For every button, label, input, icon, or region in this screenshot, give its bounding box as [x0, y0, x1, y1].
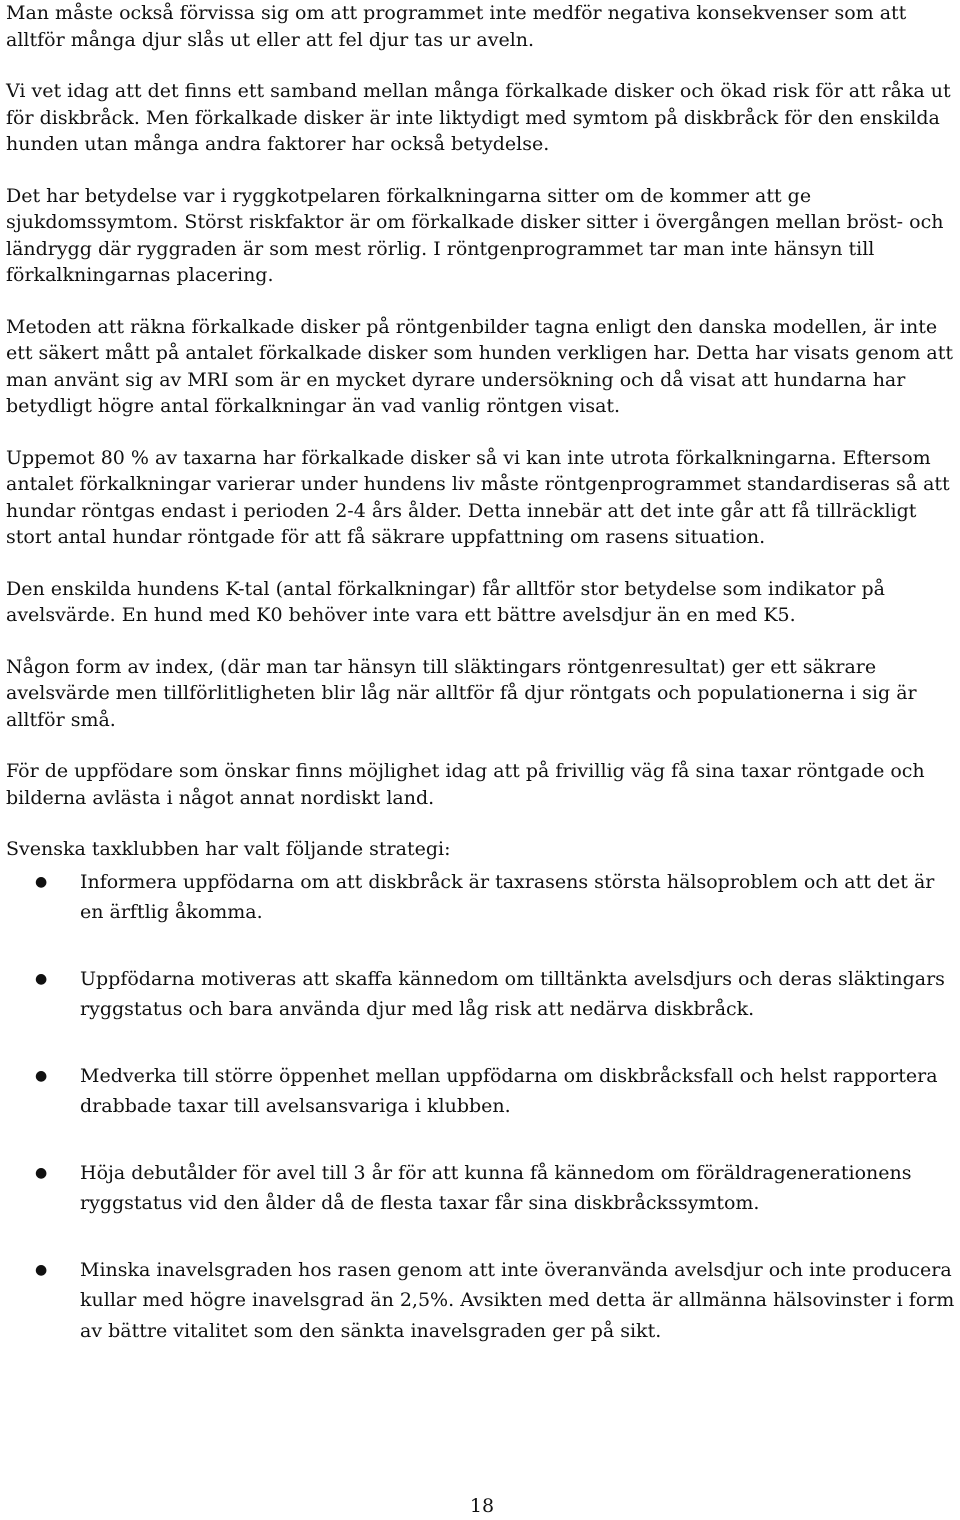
- strategy-item-motivate: [6, 964, 958, 1025]
- bullet-icon: ●: [35, 873, 48, 890]
- strategy-list: [6, 867, 958, 1347]
- page-number: 18: [469, 1495, 495, 1517]
- paragraph-voluntary-xray: För de uppfödare som önskar finns möjlighet idag att på frivillig väg få sina taxar röntgade och bilderna avlästa i något annat nordiskt land.: [6, 760, 925, 809]
- paragraph-location-significance: Det har betydelse var i ryggkotpelaren förkalkningarna sitter om de kommer att ge sjukdomssymtom. Störst riskfaktor är om förkalkade disker sitter i övergången mellan bröst- och ländrygg där ryggraden är som mest rörlig. I röntgenprogrammet tar man inte hänsyn till förkalkningarnas placering.: [6, 184, 944, 286]
- strategy-item-openness: [6, 1061, 958, 1122]
- paragraph-prevalence: Uppemot 80 % av taxarna har förkalkade disker så vi kan inte utrota förkalkningarna. Eftersom antalet förkalkningar varierar under hundens liv måste röntgenprogrammet standardiseras så att hundar röntgas endast i perioden 2-4 års ålder. Detta innebär att det inte går att få tillräckligt stort antal hundar röntgade för att få säkrare uppfattning om rasens situation.: [6, 446, 950, 548]
- strategy-item-inform: [6, 867, 958, 928]
- bullet-icon: ●: [35, 1067, 48, 1084]
- paragraph-index: Någon form av index, (där man tar hänsyn till släktingars röntgenresultat) ger ett säkrare avelsvärde men tillförlitligheten blir låg när alltför få djur röntgats och populationerna i sig är alltför små.: [6, 655, 917, 731]
- strategy-item-text: Minska inavelsgraden hos rasen genom att inte överanvända avelsdjur och inte producera kullar med högre inavelsgrad än 2,5%. Avsikten med detta är allmänna hälsovinster i form av bättre vitalitet som den sänkta inavelsgraden ger på sikt.: [80, 1258, 955, 1342]
- strategy-intro: Svenska taxklubben har valt följande strategi:: [6, 838, 451, 860]
- strategy-item-debut-age: [6, 1158, 958, 1219]
- paragraph-calcified-discs-risk: Vi vet idag att det finns ett samband mellan många förkalkade disker och ökad risk för att råka ut för diskbråck. Men förkalkade disker är inte liktydigt med symtom på diskbråck för den enskilda hunden utan många andra faktorer har också betydelse.: [6, 80, 951, 155]
- bullet-icon: ●: [35, 970, 48, 987]
- bullet-icon: ●: [35, 1164, 48, 1181]
- strategy-item-text: Höja debutålder för avel till 3 år för att kunna få kännedom om föräldragenerationens ryggstatus vid den ålder då de flesta taxar får sina diskbråckssymtom.: [80, 1161, 912, 1214]
- strategy-item-inbreeding: [6, 1255, 958, 1347]
- paragraph-danish-method: Metoden att räkna förkalkade disker på röntgenbilder tagna enligt den danska modellen, är inte ett säkert mått på antalet förkalkade disker som hunden verkligen har. Detta har visats genom att man använt sig av MRI som är en mycket dyrare undersökning och då visat att hundarna har betydligt högre antal förkalkningar än vad vanlig röntgen visat.: [6, 315, 954, 417]
- bullet-icon: ●: [35, 1261, 48, 1278]
- document-page: [6, 0, 958, 1519]
- strategy-item-text: Uppfödarna motiveras att skaffa kännedom om tilltänkta avelsdjurs och deras släktingars ryggstatus och bara använda djur med låg risk att nedärva diskbråck.: [80, 967, 945, 1020]
- strategy-item-text: Medverka till större öppenhet mellan uppfödarna om diskbråcksfall och helst rapportera drabbade taxar till avelsansvariga i klubben.: [80, 1064, 938, 1117]
- paragraph-consequences: Man måste också förvissa sig om att programmet inte medför negativa konsekvenser som att alltför många djur slås ut eller att fel djur tas ur aveln.: [6, 2, 907, 51]
- strategy-item-text: Informera uppfödarna om att diskbråck är taxrasens största hälsoproblem och att det är en ärftlig åkomma.: [80, 870, 935, 923]
- paragraph-k-value: Den enskilda hundens K-tal (antal förkalkningar) får alltför stor betydelse som indikator på avelsvärde. En hund med K0 behöver inte vara ett bättre avelsdjur än en med K5.: [6, 577, 886, 626]
